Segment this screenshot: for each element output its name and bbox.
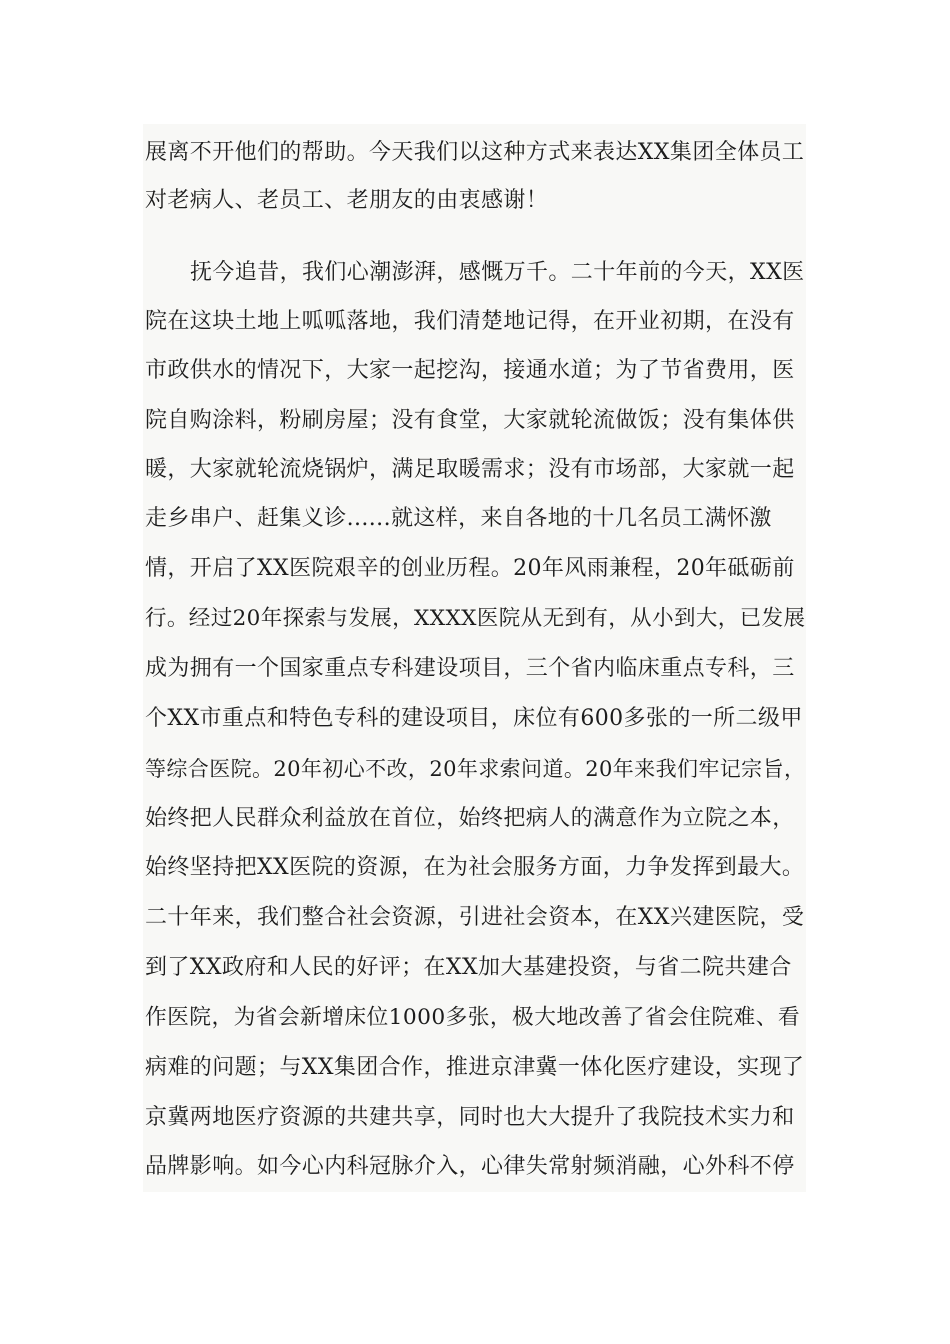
text-line-4: 院在这块土地上呱呱落地，我们清楚地记得，在开业初期，在没有 (145, 309, 795, 334)
text-line-18: 作医院，为省会新增床位1000多张，极大地改善了省会住院难、看 (145, 1005, 801, 1030)
text-line-1: 展离不开他们的帮助。今天我们以这种方式来表达XX集团全体员工 (145, 140, 805, 165)
text-line-11: 成为拥有一个国家重点专科建设项目，三个省内临床重点专科，三 (145, 656, 795, 681)
paragraph-first-line: 抚今追昔，我们心潮澎湃，感慨万千。二十年前的今天，XX医 (190, 260, 805, 285)
text-line-7: 暖，大家就轮流烧锅炉，满足取暖需求；没有市场部，大家就一起 (145, 457, 795, 482)
text-line-10: 行。经过20年探索与发展，XXXX医院从无到有，从小到大，已发展 (145, 606, 806, 631)
text-line-6: 院自购涂料，粉刷房屋；没有食堂，大家就轮流做饭；没有集体供 (145, 408, 795, 433)
text-line-13: 等综合医院。20年初心不改，20年求索问道。20年来我们牢记宗旨， (145, 757, 806, 781)
text-line-12: 个XX市重点和特色专科的建设项目，床位有600多张的一所二级甲 (145, 706, 803, 731)
text-line-16: 二十年来，我们整合社会资源，引进社会资本，在XX兴建医院，受 (145, 905, 805, 930)
text-line-2: 对老病人、老员工、老朋友的由衷感谢！ (145, 188, 549, 213)
text-line-14: 始终把人民群众利益放在首位，始终把病人的满意作为立院之本， (145, 806, 795, 831)
text-line-15: 始终坚持把XX医院的资源，在为社会服务方面，力争发挥到最大。 (145, 855, 805, 880)
text-line-19: 病难的问题；与XX集团合作，推进京津冀一体化医疗建设，实现了 (145, 1055, 805, 1080)
text-line-20: 京冀两地医疗资源的共建共享，同时也大大提升了我院技术实力和 (145, 1105, 795, 1130)
text-line-17: 到了XX政府和人民的好评；在XX加大基建投资，与省二院共建合 (145, 955, 792, 980)
text-line-21: 品牌影响。如今心内科冠脉介入，心律失常射频消融，心外科不停 (145, 1154, 795, 1179)
text-line-9: 情，开启了XX医院艰辛的创业历程。20年风雨兼程，20年砥砺前 (145, 556, 795, 581)
text-line-5: 市政供水的情况下，大家一起挖沟，接通水道；为了节省费用，医 (145, 358, 795, 383)
text-line-8: 走乡串户、赶集义诊......就这样，来自各地的十几名员工满怀激 (145, 506, 772, 531)
